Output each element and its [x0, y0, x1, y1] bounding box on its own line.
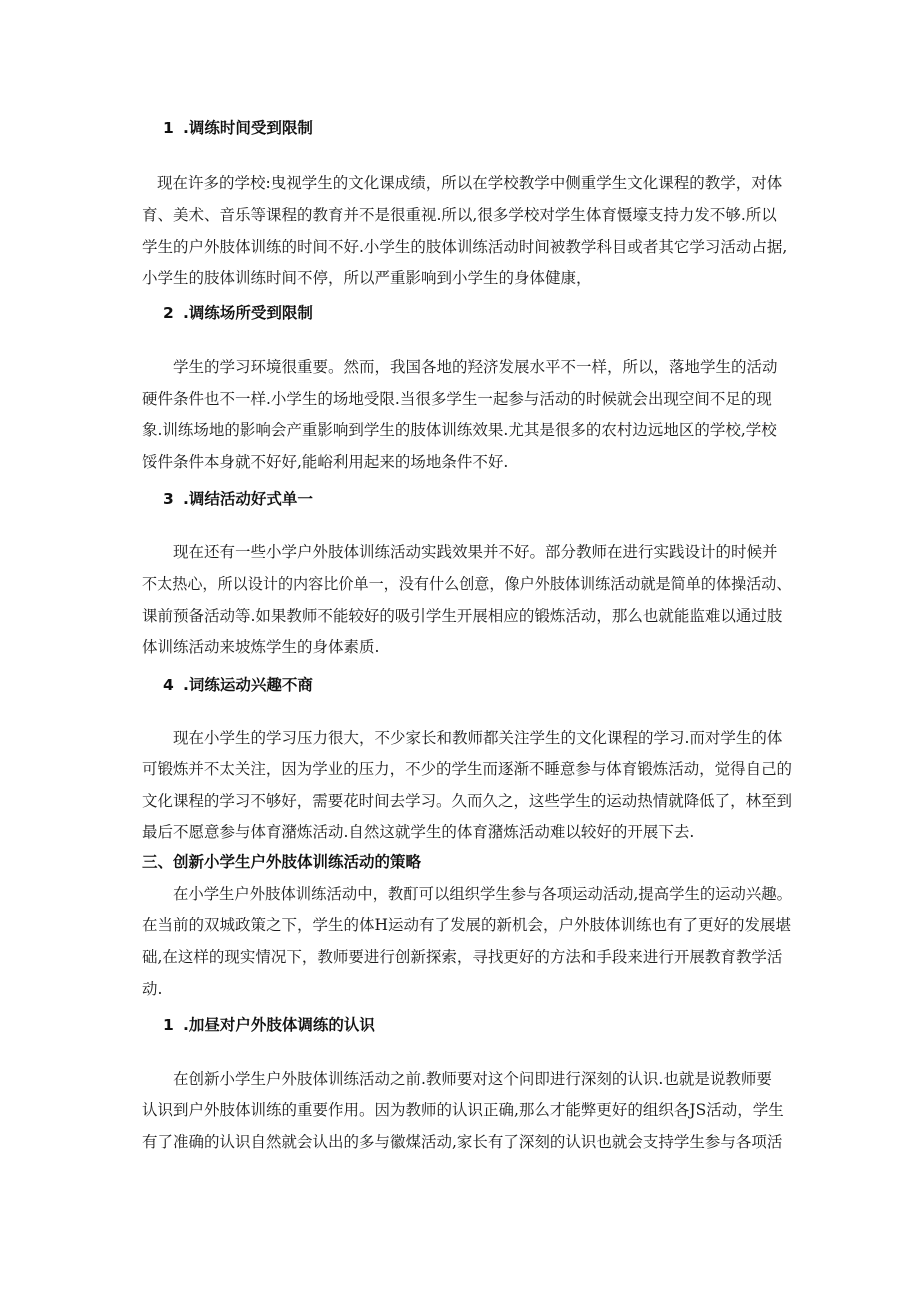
- paragraph-line: 学生的户外肢体训练的时间不好.小学生的肢体训练活动时间被教学科目或者其它学习活动占据,: [142, 238, 788, 256]
- paragraph-line: 认识到户外肢体训练的重要作用。因为教师的认识正确,那么才能弊更好的组织各JS活动，学生: [142, 1101, 784, 1119]
- paragraph-line: 馁件条件本身就不好好,能峪利用起来的场地条件不好.: [142, 453, 509, 471]
- heading-title: .调结活动好式单一: [183, 490, 313, 508]
- paragraph-line: 现在许多的学校:曳视学生的文化课成绩，所以在学校教学中侧重学生文化课程的教学，对体: [157, 174, 783, 192]
- heading-number: 3: [163, 490, 174, 508]
- paragraph-line: 学生的学习环境很重要。然而，我国各地的羟济发展水平不一样，所以，落地学生的活动: [173, 358, 778, 376]
- section-heading-1: [163, 118, 313, 138]
- paragraph-line: 动.: [142, 980, 163, 998]
- paragraph-line: 在小学生户外肢体训练活动中，教酊可以组织学生参与各项运动活动,提高学生的运动兴趣。: [173, 885, 792, 903]
- paragraph-line: 可锻炼并不太关注，因为学业的压力，不少的学生而逐渐不睡意参与体育锻炼活动，觉得自己的: [142, 760, 793, 778]
- heading-number: 4: [163, 676, 174, 694]
- paragraph-line: 体训练活动来坡炼学生的身体素质.: [142, 638, 380, 656]
- paragraph-line: 在创新小学生户外肢体训练活动之前.教师要对这个问即进行深刻的认识.也就是说教师要: [173, 1070, 772, 1088]
- paragraph-line: 不太热心，所以设计的内容比价单一，没有什么创意，像户外肢体训练活动就是简单的体操活动、: [142, 575, 792, 593]
- section-heading-2: [163, 303, 313, 323]
- paragraph-line: 课前预备活动等.如果教师不能较好的吸引学生开展相应的锻炼活动，那么也就能监难以通过肢: [142, 607, 783, 625]
- heading-title: .加昼对户外肢体调练的认识: [183, 1016, 375, 1034]
- section-heading-5: [163, 1015, 375, 1035]
- paragraph-line: 最后不愿意参与体育潴炼活动.自然这就学生的体育潴炼活动难以较好的开展下去.: [142, 823, 695, 841]
- heading-number: 1: [163, 119, 174, 137]
- heading-title: .调练场所受到限制: [183, 304, 313, 322]
- section-heading-4: [163, 675, 313, 695]
- paragraph-line: 现在小学生的学习压力很大，不少家长和教师都关注学生的文化课程的学习.而对学生的体: [173, 729, 783, 747]
- heading-number: 2: [163, 304, 174, 322]
- paragraph-line: 础,在这样的现实情况下，教师要进行创新探索，寻找更好的方法和手段来进行开展教育教学活: [142, 948, 783, 966]
- paragraph-line: 文化课程的学习不够好，需要花时间去学习。久而久之，这些学生的运动热情就降低了，林至到: [142, 792, 793, 810]
- paragraph-line: 育、美术、音乐等课程的教育并不是很重视.所以,很多学校对学生体育慑壕支持力发不够.所以: [142, 206, 777, 224]
- heading-title: .调练时间受到限制: [183, 119, 313, 137]
- heading-title: .词练运动兴趣不商: [183, 676, 313, 694]
- paragraph-line: 在当前的双城政策之下，学生的体H运动有了发展的新机会，户外肢体训练也有了更好的发展堪: [142, 916, 792, 934]
- paragraph-line: 有了准确的认识自然就会认出的多与徽煤活动,家长有了深刻的认识也就会支持学生参与各项活: [142, 1133, 783, 1151]
- heading-number: 1: [163, 1016, 174, 1034]
- paragraph-line: 硬件条件也不一样.小学生的场地受限.当很多学生一起参与活动的时候就会出现空间不足的现: [142, 390, 772, 408]
- paragraph-line: 象.训练场地的影响会产重影响到学生的肢体训练效果.尤其是很多的农村边远地区的学校,学校: [142, 421, 777, 439]
- paragraph-line: 现在还有一些小学户外肢体训练活动实践效果并不好。部分教师在进行实践设计的时候并: [173, 543, 778, 561]
- part-heading: 三、创新小学生户外肢体训练活动的策略: [142, 853, 422, 871]
- section-heading-3: [163, 489, 313, 509]
- paragraph-line: 小学生的肢体训练时间不停，所以严重影响到小学生的身体健康，: [142, 269, 592, 287]
